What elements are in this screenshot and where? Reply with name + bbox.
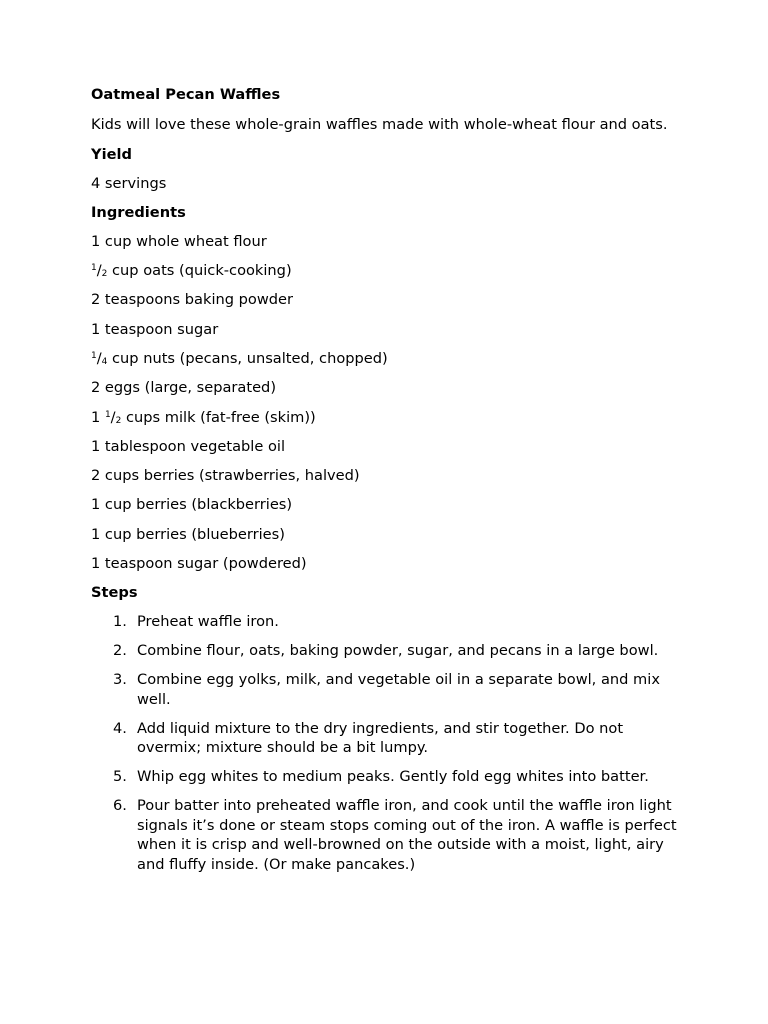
step-item [91,670,681,709]
ingredient-text: 1 teaspoon sugar [91,320,219,338]
step-item [91,796,681,874]
recipe-document [91,85,681,884]
ingredient-item [91,495,681,514]
fraction-denominator: 2 [115,415,122,426]
step-text: Add liquid mixture to the dry ingredients, and stir together. Do not overmix; mixture should be a bit lumpy. [137,719,624,757]
ingredients-list [91,232,681,573]
ingredient-text: 1 cup whole wheat flour [91,232,267,250]
ingredient-whole: 1 [91,408,105,426]
step-number: 2. [113,642,127,660]
ingredient-item [91,290,681,309]
fraction: $^1/_2$ [104,408,122,426]
step-text: Combine flour, oats, baking powder, sugar, and pecans in a large bowl. [137,642,659,660]
ingredient-item [91,320,681,339]
step-text: Preheat waffle iron. [137,613,279,631]
steps-heading: Steps [91,584,138,602]
recipe-description: Kids will love these whole-grain waffles made with whole-wheat flour and oats. [91,116,668,133]
ingredient-item [91,232,681,251]
ingredient-text: cup oats (quick-cooking) [107,262,292,280]
fraction-denominator: 4 [101,356,108,367]
ingredient-text: 2 cups berries (strawberries, halved) [91,467,360,485]
ingredients-heading: Ingredients [91,203,186,221]
fraction-denominator: 2 [101,269,108,280]
ingredient-text: cup nuts (pecans, unsalted, chopped) [107,349,388,367]
ingredient-text: 1 cup berries (blueberries) [91,525,285,543]
step-text: Pour batter into preheated waffle iron, and cook until the waffle iron light signals it’s done or steam stops coming out of the iron. A waffle is perfect when it is crisp and well-browned on the outside with a moist, light, airy and fluffy inside. (Or make pancakes.) [137,797,677,873]
ingredient-text: 2 teaspoons baking powder [91,291,294,309]
yield-heading: Yield [91,145,132,163]
recipe-title: Oatmeal Pecan Waffles [91,86,281,103]
ingredient-text: 1 teaspoon sugar (powdered) [91,555,307,573]
step-item [91,719,681,758]
ingredient-item [91,349,681,368]
ingredient-item [91,378,681,397]
ingredient-text: 1 cup berries (blackberries) [91,496,293,514]
step-item [91,612,681,632]
step-text: Combine egg yolks, milk, and vegetable oil in a separate bowl, and mix well. [137,671,660,708]
step-number: 1. [113,613,127,631]
step-number: 5. [113,768,127,786]
ingredient-item [91,466,681,485]
ingredient-item [91,437,681,456]
fraction-numerator: 1 [91,350,97,361]
fraction-numerator: 1 [91,263,97,274]
step-item [91,641,681,661]
step-text: Whip egg whites to medium peaks. Gently fold egg whites into batter. [137,768,649,786]
step-number: 3. [113,671,127,689]
ingredient-item [91,525,681,544]
steps-list [91,612,681,874]
ingredient-item [91,261,681,280]
fraction: $^1/_4$ [91,349,108,367]
ingredient-text: 1 tablespoon vegetable oil [91,437,285,455]
fraction-numerator: 1 [104,409,111,420]
ingredient-item [91,408,681,427]
ingredient-item [91,554,681,573]
step-number: 6. [113,797,127,815]
fraction: $^1/_2$ [91,262,108,280]
ingredient-text: 2 eggs (large, separated) [91,379,277,397]
ingredient-text: cups milk (fat-free (skim)) [121,408,316,426]
step-number: 4. [113,719,127,737]
yield-value: 4 servings [91,174,167,192]
step-item [91,767,681,787]
